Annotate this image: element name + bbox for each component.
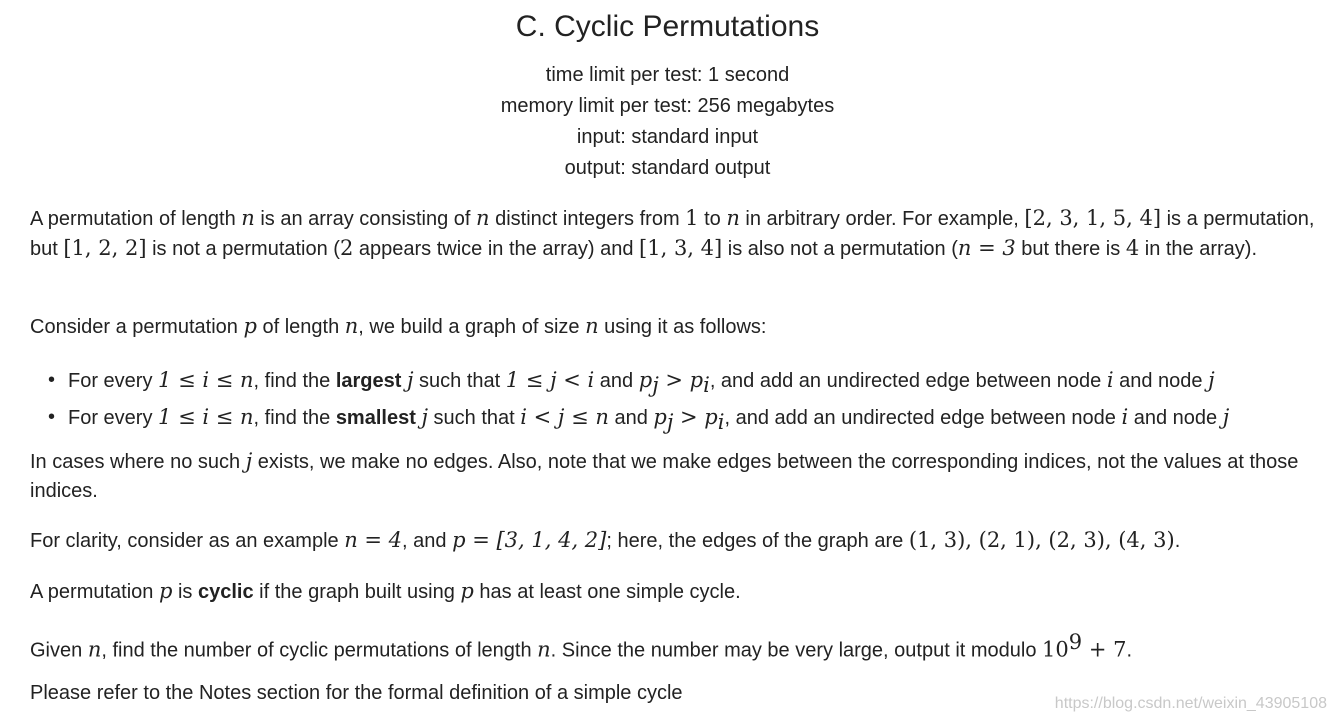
- list-item: • For every 1 ≤ i ≤ n, find the largest j such that 1 ≤ j < i and $p_j > p_i$, and add an undirected edge between node i and node j: [68, 364, 1335, 401]
- memory-limit: memory limit per test: 256 megabytes: [500, 95, 835, 117]
- problem-title: C. Cyclic Permutations: [515, 10, 820, 43]
- edge-rules-list: [30, 364, 1335, 438]
- source-watermark: https://blog.csdn.net/weixin_43905108: [1054, 695, 1327, 712]
- bullet-dot-icon: •: [48, 369, 56, 391]
- list-item: • For every 1 ≤ i ≤ n, find the smallest j such that i < j ≤ n and $p_j > p_i$, and add an undirected edge between node i and node j: [68, 401, 1335, 438]
- statement-paragraph-5: A permutation p is cyclic if the graph built using p has at least one simple cycle.: [30, 579, 741, 603]
- statement-paragraph-4: For clarity, consider as an example n = 4, and p = [3, 1, 4, 2]; here, the edges of the graph are (1, 3), (2, 1), (2, 3), (4, 3).: [30, 528, 1181, 552]
- bullet-dot-icon: •: [48, 406, 56, 428]
- output-spec: output: standard output: [564, 157, 771, 179]
- statement-paragraph-3: In cases where no such j exists, we make no edges. Also, note that we make edges between the corresponding indices, not the values at those indices.: [30, 449, 1299, 502]
- statement-paragraph-2: Consider a permutation p of length n, we build a graph of size n using it as follows:: [30, 314, 767, 338]
- statement-paragraph-1: A permutation of length n is an array consisting of n distinct integers from 1 to n in arbitrary order. For example, [2, 3, 1, 5, 4] is a permutation, but [1, 2, 2] is not a permutation (2 appears twice in the array) and [1, 3, 4] is also not a permutation (n = 3 but there is 4 in the array).: [30, 206, 1315, 260]
- statement-paragraph-7: Please refer to the Notes section for the formal definition of a simple cycle: [30, 682, 683, 704]
- input-spec: input: standard input: [576, 126, 759, 148]
- time-limit: time limit per test: 1 second: [545, 64, 790, 86]
- statement-paragraph-6: Given n, find the number of cyclic permutations of length n. Since the number may be very large, output it modulo $10^9 + 7$.: [30, 630, 1133, 662]
